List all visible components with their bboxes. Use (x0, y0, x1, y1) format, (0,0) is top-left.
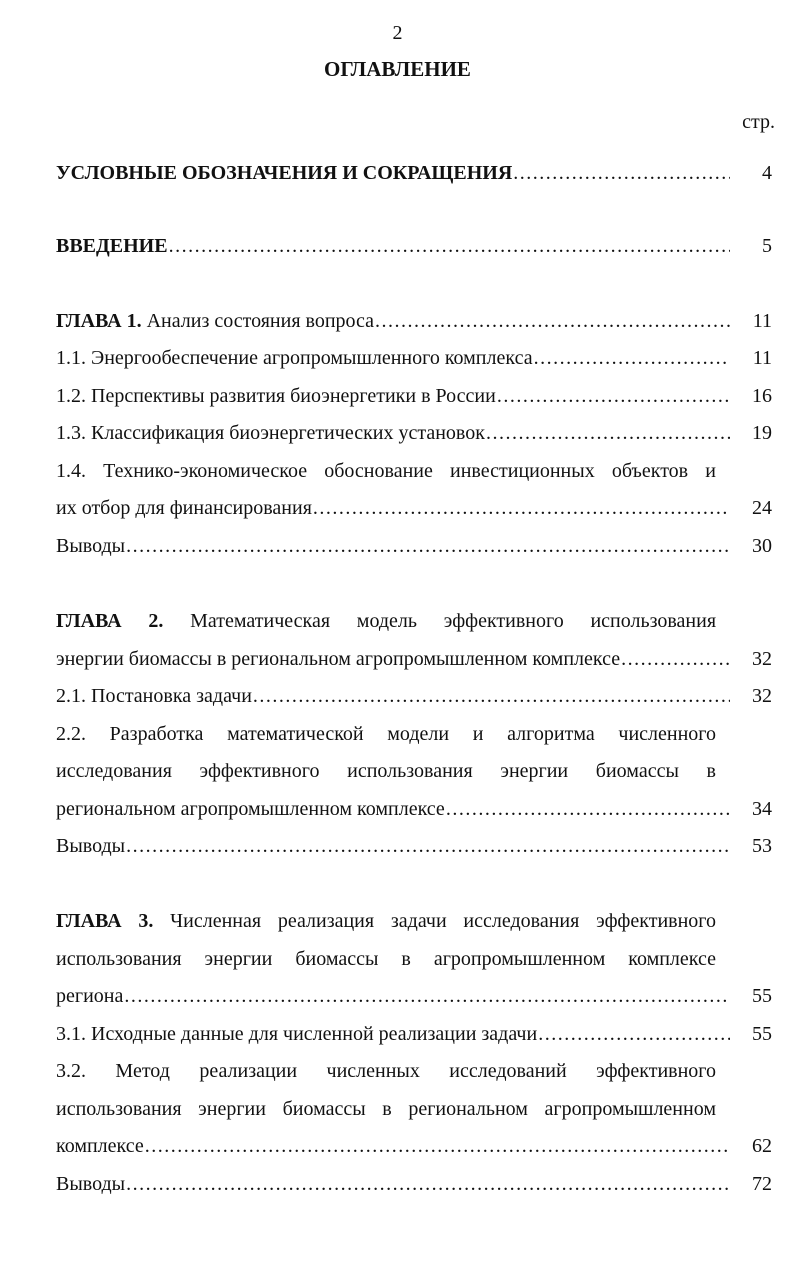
toc-entry-page: 4 (762, 162, 772, 184)
toc-entry-introduction (56, 227, 772, 265)
toc-entry-title: комплексе (56, 1135, 144, 1157)
leader-dots (513, 154, 730, 192)
toc-entry-1-4 (56, 489, 772, 527)
leader-dots (375, 302, 730, 340)
toc-entry-title: их отбор для финансирования (56, 497, 312, 519)
leader-dots (313, 489, 730, 527)
toc-entry-3-1 (56, 1015, 772, 1053)
leader-dots (126, 827, 730, 865)
toc-entry-1-4-line-1: 1.4. Технико-экономическое обоснование инвестиционных объектов и (56, 460, 716, 482)
toc-entry-chapter-3-line-2: использования энергии биомассы в агропромышленном комплексе (56, 948, 716, 970)
chapter-label: ГЛАВА 1. (56, 310, 142, 332)
toc-entry-page: 5 (762, 235, 772, 257)
toc-entry-title: Анализ состояния вопроса (146, 310, 375, 332)
leader-dots (534, 339, 730, 377)
toc-entry-2-2 (56, 790, 772, 828)
chapter-label: ГЛАВА 2. (56, 610, 164, 632)
leader-dots (124, 977, 730, 1015)
leader-dots (253, 677, 730, 715)
toc-entry-page: 32 (752, 685, 772, 707)
toc-entry-page: 34 (752, 798, 772, 820)
toc-entry-3-2-line-1: 3.2. Метод реализации численных исследований эффективного (56, 1060, 716, 1082)
toc-entry-chapter-1 (56, 302, 772, 340)
toc-entry-title: 1.2. Перспективы развития биоэнергетики в России (56, 385, 496, 407)
toc-entry-title: 1.1. Энергообеспечение агропромышленного комплекса (56, 347, 533, 369)
toc-entry-title: ВВЕДЕНИЕ (56, 235, 168, 257)
toc-entry-chapter-3-line-1: ГЛАВА 3. Численная реализация задачи исследования эффективного (56, 910, 716, 932)
toc-entry-page: 62 (752, 1135, 772, 1157)
toc-entry-title: энергии биомассы в региональном агропромышленном комплексе (56, 648, 621, 670)
leader-dots (169, 227, 730, 265)
toc-entry-page: 11 (752, 347, 772, 369)
toc-entry-page: 32 (752, 648, 772, 670)
toc-entry-3-2-line-2: использования энергии биомассы в региональном агропромышленном (56, 1098, 716, 1120)
toc-entry-page: 53 (752, 835, 772, 857)
toc-entry-1-1 (56, 339, 772, 377)
toc-entry-3-2 (56, 1127, 772, 1165)
chapter-label: ГЛАВА 3. (56, 910, 154, 932)
toc-entry-2-2-line-2: исследования эффективного использования энергии биомассы в (56, 760, 716, 782)
toc-entry-title: 2.1. Постановка задачи (56, 685, 252, 707)
leader-dots (497, 377, 730, 415)
toc-entry-page: 30 (752, 535, 772, 557)
toc-entry-conclusions-3 (56, 1165, 772, 1203)
toc-entry-conclusions-1 (56, 527, 772, 565)
leader-dots (145, 1127, 730, 1165)
toc-entry-2-2-line-1: 2.2. Разработка математической модели и алгоритма численного (56, 723, 716, 745)
toc-entry-1-2 (56, 377, 772, 415)
leader-dots (538, 1015, 730, 1053)
page-column-label: стр. (742, 111, 775, 133)
toc-entry-chapter-2 (56, 640, 772, 678)
toc-entry-page: 19 (752, 422, 772, 444)
leader-dots (621, 640, 730, 678)
toc-entry-title: региональном агропромышленном комплексе (56, 798, 445, 820)
toc-entry-title: региона (56, 985, 124, 1007)
toc-entry-chapter-3 (56, 977, 772, 1015)
toc-entry-abbreviations (56, 154, 772, 192)
toc-entry-page: 72 (752, 1173, 772, 1195)
toc-entry-page: 16 (752, 385, 772, 407)
toc-entry-title: 1.3. Классификация биоэнергетических установок (56, 422, 485, 444)
toc-entry-title: Выводы (56, 1173, 126, 1195)
toc-entry-title: УСЛОВНЫЕ ОБОЗНАЧЕНИЯ И СОКРАЩЕНИЯ (56, 162, 513, 184)
toc-entry-page: 55 (752, 985, 772, 1007)
toc-entry-title: Выводы (56, 835, 126, 857)
toc-entry-page: 11 (752, 310, 772, 332)
toc-entry-2-1 (56, 677, 772, 715)
leader-dots (446, 790, 730, 828)
leader-dots (126, 527, 730, 565)
toc-entry-page: 55 (752, 1023, 772, 1045)
toc-entry-title: 3.1. Исходные данные для численной реализации задачи (56, 1023, 538, 1045)
toc-entry-1-3 (56, 414, 772, 452)
page-number: 2 (392, 22, 403, 44)
leader-dots (486, 414, 730, 452)
toc-entry-chapter-2-line-1: ГЛАВА 2. Математическая модель эффективного использования (56, 610, 717, 632)
page-title: ОГЛАВЛЕНИЕ (324, 57, 471, 81)
toc-entry-conclusions-2 (56, 827, 772, 865)
toc-entry-title: Выводы (56, 535, 126, 557)
toc-entry-page: 24 (752, 497, 772, 519)
leader-dots (126, 1165, 730, 1203)
